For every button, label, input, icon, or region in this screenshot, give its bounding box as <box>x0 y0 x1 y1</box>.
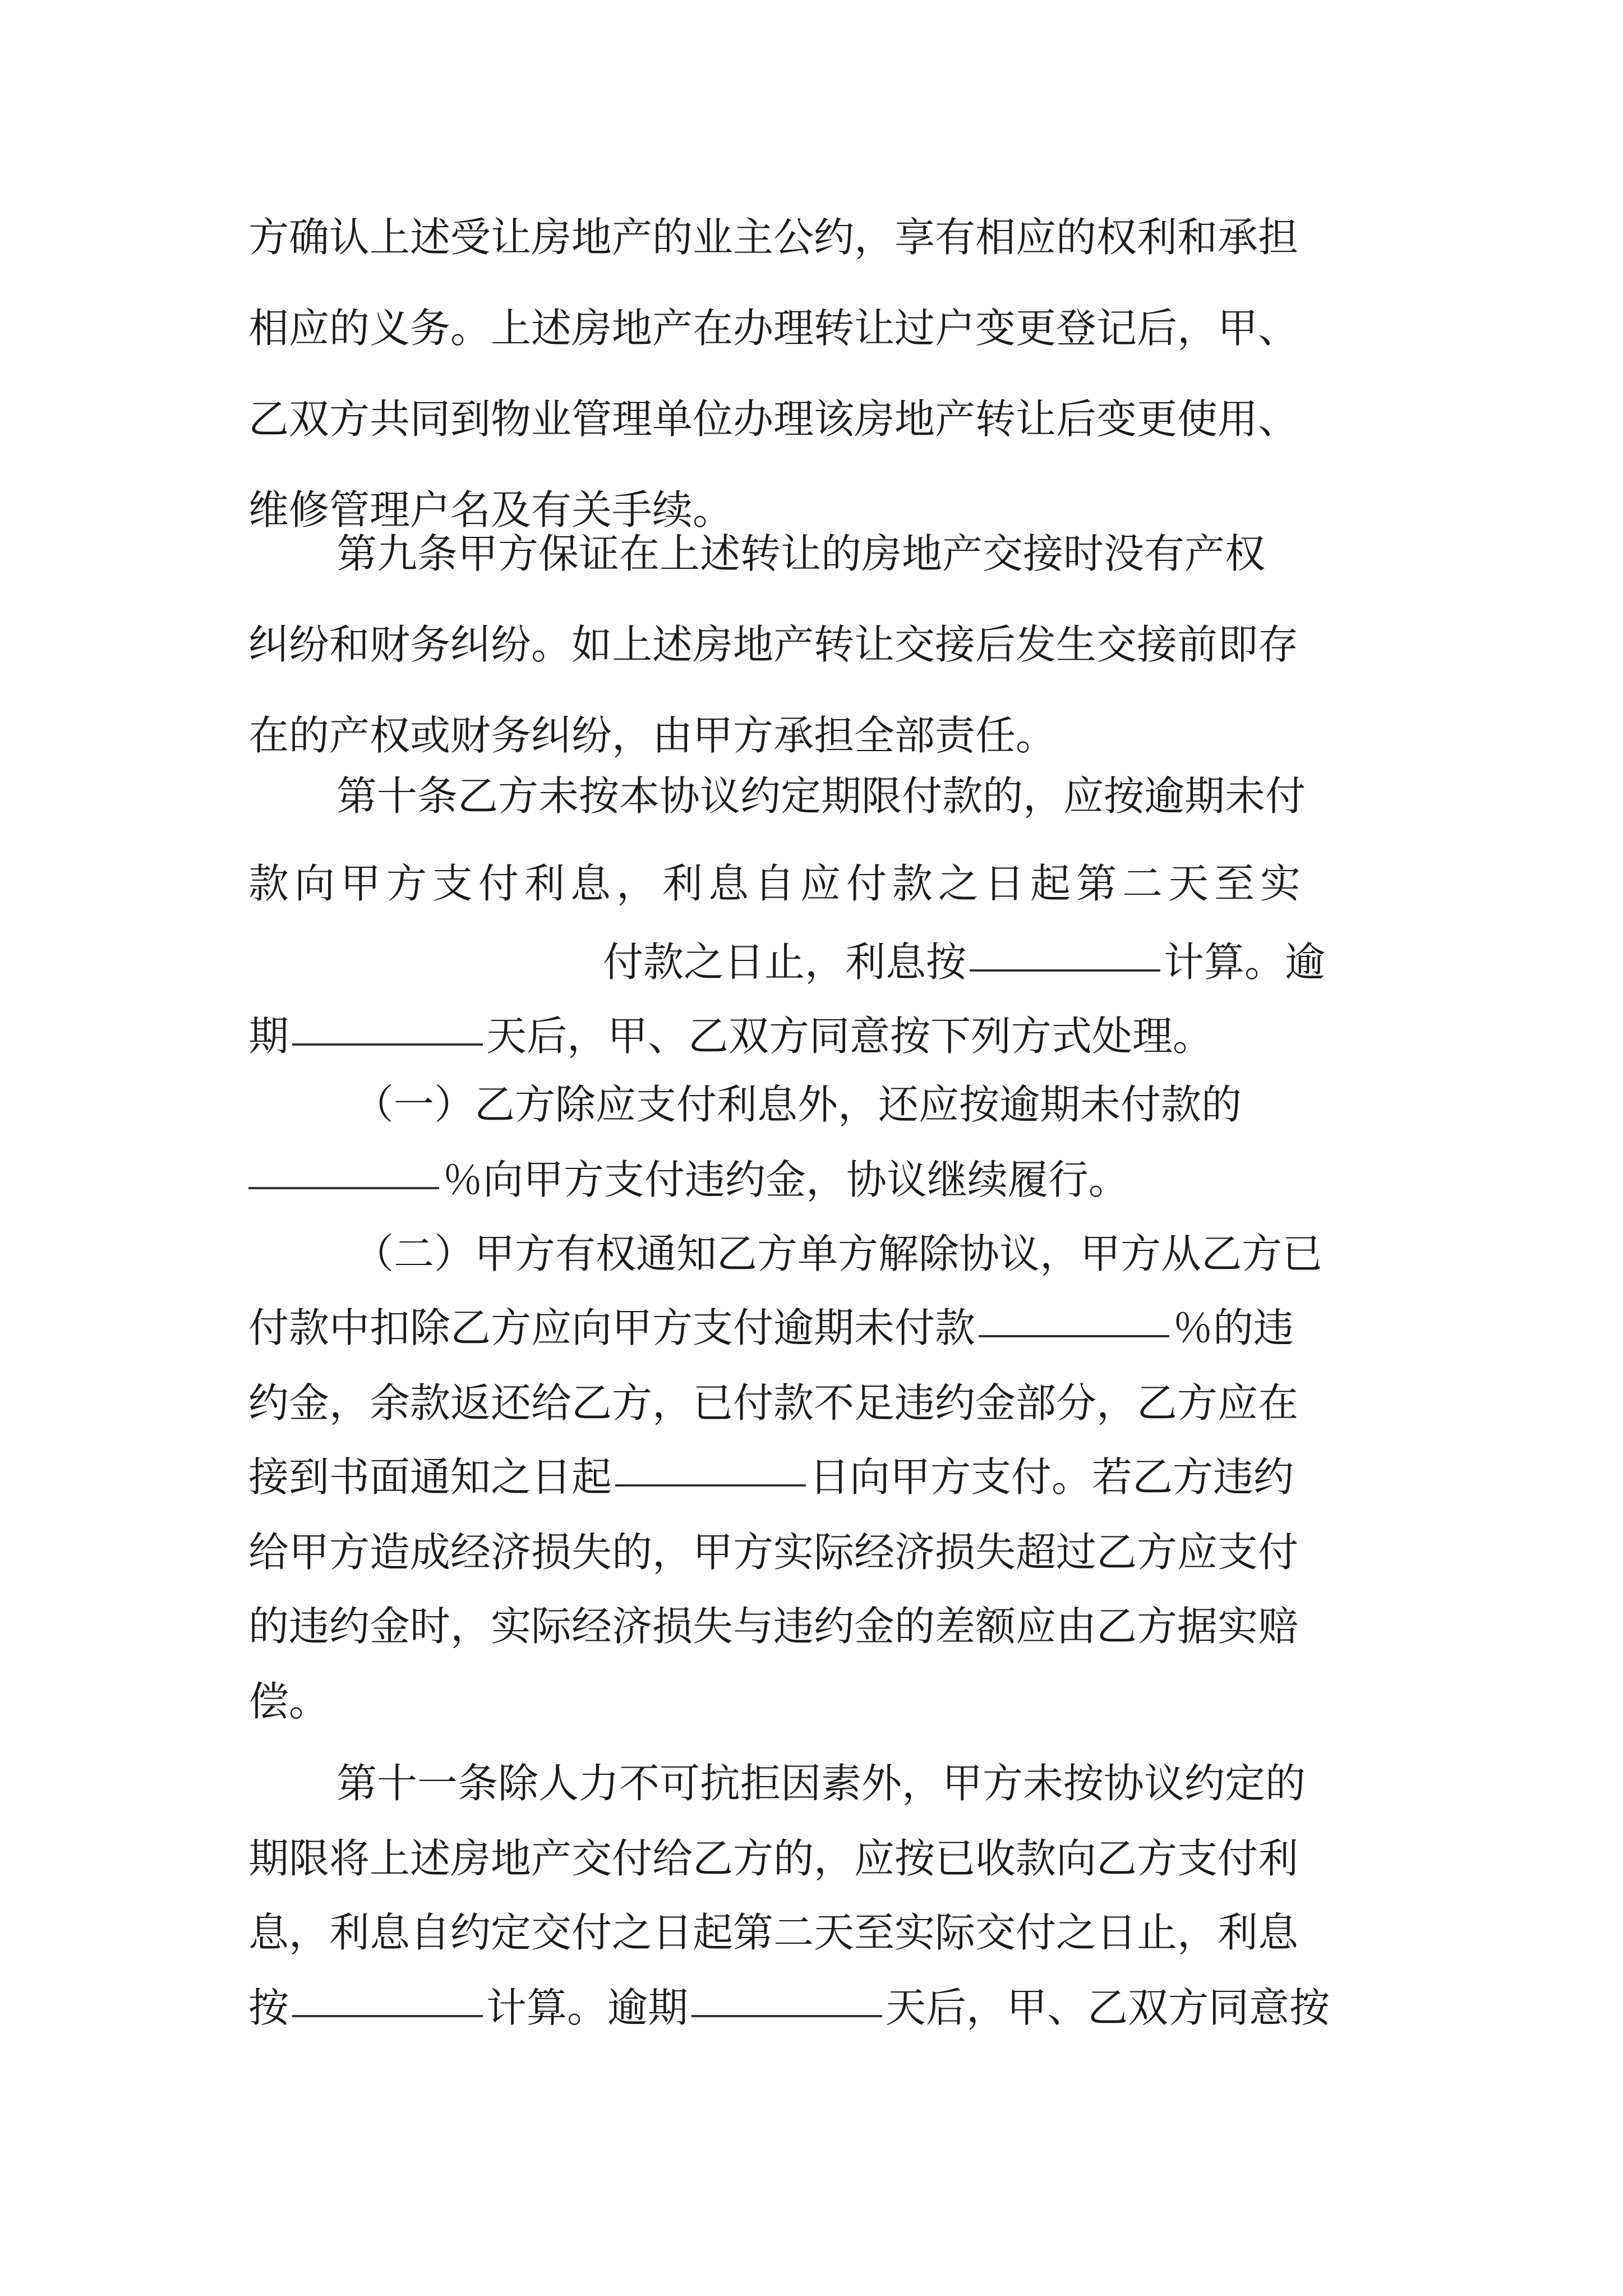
fill-in-blank[interactable] <box>970 967 1160 972</box>
text-line: 付款之日止，利息按 计算。逾 <box>603 938 1326 986</box>
article-10-line: 第十条乙方未按本协议约定期限付款的，应按逾期未付 <box>336 772 1306 820</box>
article-11-line: 第十一条除人力不可抗拒因素外，甲方未按协议约定的 <box>336 1760 1306 1807</box>
clause-2-line: （二）甲方有权通知乙方单方解除协议，甲方从乙方已 <box>353 1230 1323 1277</box>
text-line: 约金，余款返还给乙方，已付款不足违约金部分，乙方应在 <box>248 1379 1299 1427</box>
text-line: ％向甲方支付违约金，协议继续履行。 <box>248 1149 1393 1211</box>
fill-in-blank[interactable] <box>292 2013 483 2017</box>
text-line: 在的产权或财务纠纷，由甲方承担全部责任。 <box>248 712 1057 759</box>
text-line: 接到书面通知之日起 日向甲方支付。若乙方违约 <box>248 1453 1294 1501</box>
fill-in-blank[interactable] <box>292 1041 483 1046</box>
text-line: 纠纷和财务纠纷。如上述房地产转让交接后发生交接前即存 <box>248 621 1299 668</box>
article-9-line: 第九条甲方保证在上述转让的房地产交接时没有产权 <box>336 530 1266 577</box>
text-line: 维修管理户名及有关手续。 <box>248 486 734 533</box>
text-line: 的违约金时，实际经济损失与违约金的差额应由乙方据实赔 <box>248 1603 1299 1650</box>
text-line: 给甲方造成经济损失的，甲方实际经济损失超过乙方应支付 <box>248 1529 1299 1576</box>
text-line: 乙双方共同到物业管理单位办理该房地产转让后变更使用、 <box>248 395 1299 443</box>
text-line: 偿。 <box>248 1678 330 1725</box>
text-line: 方确认上述受让房地产的业主公约，享有相应的权利和承担 <box>248 214 1299 261</box>
fill-in-blank[interactable] <box>248 1185 439 1189</box>
text-line: 按 计算。逾期 天后，甲、乙双方同意按 <box>248 1984 1330 2031</box>
text-line: 期限将上述房地产交付给乙方的，应按已收款向乙方支付利 <box>248 1835 1299 1882</box>
text-line: 息，利息自约定交付之日起第二天至实际交付之日止，利息 <box>248 1909 1299 1956</box>
text-line: 相应的义务。上述房地产在办理转让过户变更登记后，甲、 <box>248 305 1299 352</box>
text-line: 款向甲方支付利息，利息自应付款之日起第二天至实 <box>248 860 1307 907</box>
fill-in-blank[interactable] <box>615 1482 806 1487</box>
fill-in-blank[interactable] <box>691 2013 882 2017</box>
fill-in-blank[interactable] <box>979 1333 1169 1337</box>
text-line: 期 天后，甲、乙双方同意按下列方式处理。 <box>248 1013 1214 1060</box>
clause-1-line: （一）乙方除应支付利息外，还应按逾期未付款的 <box>353 1081 1242 1128</box>
text-line: 付款中扣除乙方应向甲方支付逾期未付款 ％的违 <box>248 1304 1294 1351</box>
